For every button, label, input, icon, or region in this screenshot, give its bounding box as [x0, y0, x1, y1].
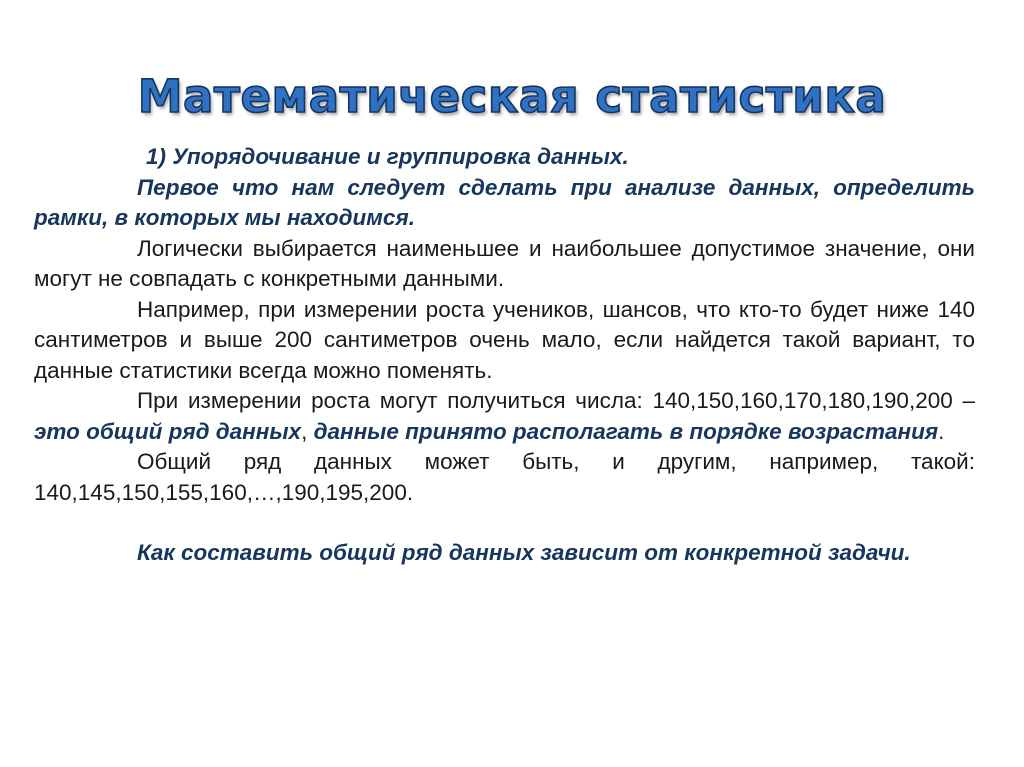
slide-title: Математическая статистика: [137, 70, 887, 123]
paragraph-data-series: [34, 386, 975, 447]
data-series-definition: это общий ряд данных: [34, 418, 302, 444]
paragraph-conclusion: Как составить общий ряд данных зависит от конкретной задачи.: [137, 540, 911, 565]
data-series-end: .: [938, 418, 945, 444]
data-series-ordering: данные принято располагать в порядке возрастания: [313, 418, 939, 444]
paragraph-spacer: [34, 508, 975, 538]
paragraph-bounds: Логически выбирается наименьшее и наибольшее допустимое значение, они могут не совпадать с конкретными данными.: [34, 235, 975, 291]
data-series-separator: ,: [301, 418, 314, 444]
paragraph-first-step: Первое что нам следует сделать при анализе данных, определить рамки, в которых мы находимся.: [34, 174, 975, 230]
paragraph-example-height: Например, при измерении роста учеников, шансов, что кто-то будет ниже 140 сантиметров и выше 200 сантиметров очень мало, если найдется такой вариант, то данные статистики всегда можно поменять.: [34, 296, 975, 383]
slide-body: [34, 142, 975, 569]
section-heading: 1) Упорядочивание и группировка данных.: [146, 144, 629, 169]
data-series-lead: При измерении роста могут получиться числа: 140,150,160,170,180,190,200 –: [137, 388, 975, 413]
paragraph-alternative-series: Общий ряд данных может быть, и другим, например, такой: 140,145,150,155,160,…,190,195,200.: [34, 449, 975, 505]
